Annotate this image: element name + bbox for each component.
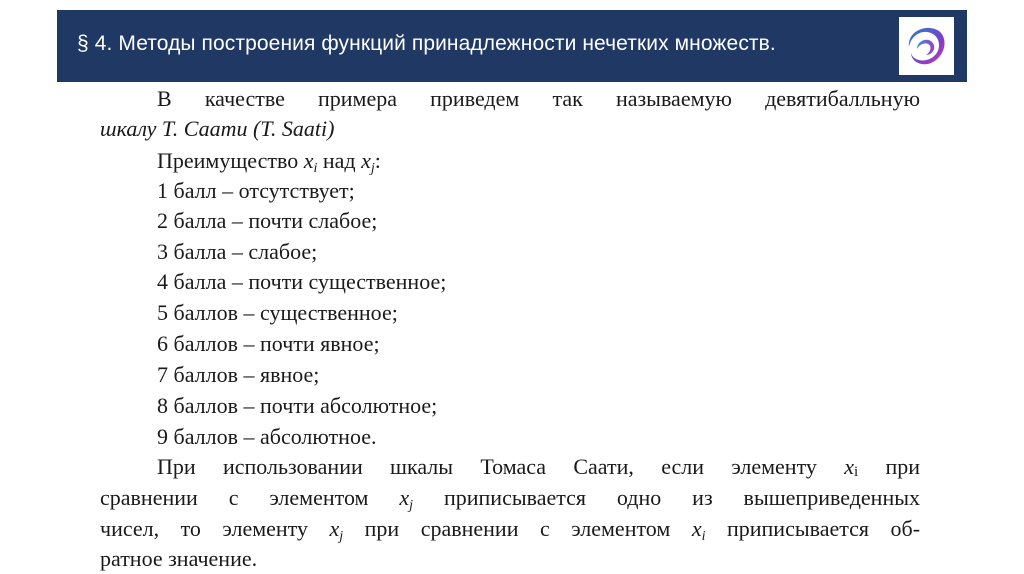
title-bar	[57, 10, 967, 82]
slide-title: § 4. Методы построения функций принадлежности нечетких множеств.	[77, 32, 776, 55]
var-x-j: $x_j$	[361, 148, 375, 176]
scale-item-9: 9 баллов – абсолютное.	[157, 424, 377, 449]
conclusion-line-4: ратное значение.	[100, 546, 258, 571]
scale-item-4: 4 балла – почти существенное;	[157, 269, 447, 294]
conclusion-line-1: При использовании шкалы Томаса Саати, если элементу xi при	[157, 454, 921, 480]
conclusion-line-2: сравнении с элементом $x_j$ приписывается одно из вышеприведенных	[100, 485, 920, 513]
scale-item-6: 6 баллов – почти явное;	[157, 331, 380, 356]
swirl-logo-icon	[899, 17, 954, 75]
var-x-i: xi	[844, 454, 859, 480]
scale-item-7: 7 баллов – явное;	[157, 362, 320, 387]
intro-line-2: шкалу Т. Саати (T. Saati)	[100, 116, 335, 141]
scale-item-3: 3 балла – слабое;	[157, 239, 318, 264]
advantage-line: Преимущество $x_i$ над $x_j$:	[157, 148, 381, 176]
scale-item-2: 2 балла – почти слабое;	[157, 208, 378, 233]
var-x-i: $x_i$	[691, 516, 706, 544]
conclusion-line-3: чисел, то элементу $x_j$ при сравнении с элементом $x_i$ приписывается об-	[100, 516, 921, 544]
scale-item-1: 1 балл – отсутствует;	[157, 178, 355, 203]
scale-item-8: 8 баллов – почти абсолютное;	[157, 393, 438, 418]
var-x-i: $x_i$	[303, 148, 318, 176]
scale-item-5: 5 баллов – существенное;	[157, 300, 398, 325]
advantage-label: Преимущество	[157, 148, 299, 173]
intro-line-1: В качестве примера приведем так называемую девятибалльную	[157, 86, 920, 111]
var-x-j: $x_j$	[329, 516, 344, 544]
var-x-j: $x_j$	[399, 485, 414, 513]
